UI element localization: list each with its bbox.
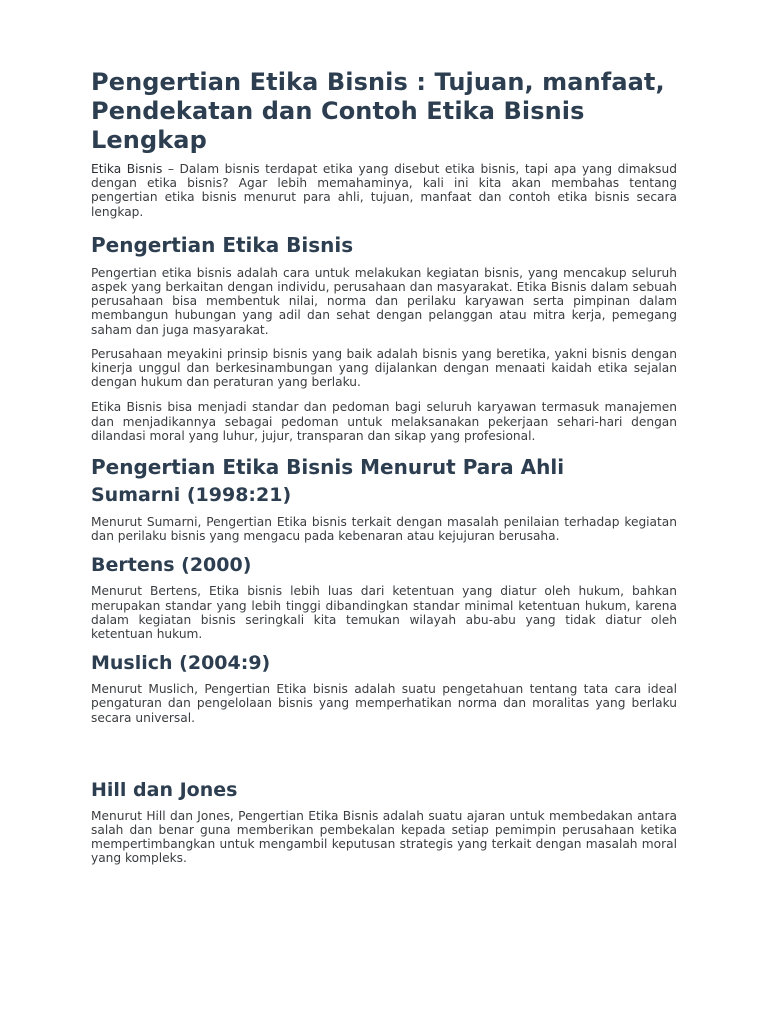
section-heading-experts: Pengertian Etika Bisnis Menurut Para Ahli — [91, 455, 565, 480]
definition-paragraph-2: Perusahaan meyakini prinsip bisnis yang baik adalah bisnis yang beretika, yakni bisnis dengan kinerja unggul dan berkesinambungan yang dijalankan dengan menaati kaidah etika sejalan dengan hukum dan peraturan yang berlaku. — [91, 346, 677, 390]
expert-text-muslich: Menurut Muslich, Pengertian Etika bisnis adalah suatu pengetahuan tentang tata cara ideal pengaturan dan pengelolaan bisnis yang memperhatikan norma dan moralitas yang berlaku secara universal. — [91, 682, 677, 725]
expert-heading-muslich: Muslich (2004:9) — [91, 652, 271, 675]
expert-heading-bertens: Bertens (2000) — [91, 554, 252, 577]
article — [91, 68, 677, 866]
expert-text-sumarni: Menurut Sumarni, Pengertian Etika bisnis terkait dengan masalah penilaian terhadap kegiatan dan perilaku bisnis yang mengacu pada kebenaran atau kejujuran berusaha. — [91, 515, 677, 544]
expert-heading-sumarni: Sumarni (1998:21) — [91, 484, 292, 507]
expert-text-hill-jones: Menurut Hill dan Jones, Pengertian Etika Bisnis adalah suatu ajaran untuk membedakan antara salah dan benar guna memberikan pembekalan kepada setiap pemimpin perusahaan ketika mempertimbangkan untuk mengambil keputusan strategis yang terkait dengan masalah moral yang kompleks. — [91, 808, 677, 866]
definition-paragraph-1: Pengertian etika bisnis adalah cara untuk melakukan kegiatan bisnis, yang mencakup seluruh aspek yang berkaitan dengan individu, perusahaan dan masyarakat. Etika Bisnis dalam sebuah perusahaan bisa membentuk nilai, norma dan perilaku karyawan serta pimpinan dalam membangun hubungan yang adil dan sehat dengan pelanggan atau mitra kerja, pemegang saham dan juga masyarakat. — [91, 265, 677, 337]
section-heading-definition: Pengertian Etika Bisnis — [91, 232, 354, 257]
intro-text: – Dalam bisnis terdapat etika yang disebut etika bisnis, tapi apa yang dimaksud dengan etika bisnis? Agar lebih memahaminya, kali ini kita akan membahas tentang pengertian etika bisnis menurut para ahli, tujuan, manfaat dan contoh etika bisnis secara lengkap. — [91, 162, 677, 219]
page-title: Pengertian Etika Bisnis : Tujuan, manfaat, Pendekatan dan Contoh Etika Bisnis Lengkap — [91, 68, 665, 154]
expert-text-bertens: Menurut Bertens, Etika bisnis lebih luas dari ketentuan yang diatur oleh hukum, bahkan merupakan standar yang lebih tinggi dibandingkan standar minimal ketentuan hukum, karena dalam kegiatan bisnis seringkali kita temukan wilayah abu-abu yang tidak diatur oleh ketentuan hukum. — [91, 584, 677, 642]
definition-paragraph-3: Etika Bisnis bisa menjadi standar dan pedoman bagi seluruh karyawan termasuk manajemen dan menjadikannya sebagai pedoman untuk melaksanakan pekerjaan sehari-hari dengan dilandasi moral yang luhur, jujur, transparan dan sikap yang profesional. — [91, 400, 677, 443]
expert-heading-hill-jones: Hill dan Jones — [91, 778, 238, 801]
intro-term: Etika Bisnis — [91, 162, 163, 176]
intro-paragraph — [91, 162, 677, 219]
